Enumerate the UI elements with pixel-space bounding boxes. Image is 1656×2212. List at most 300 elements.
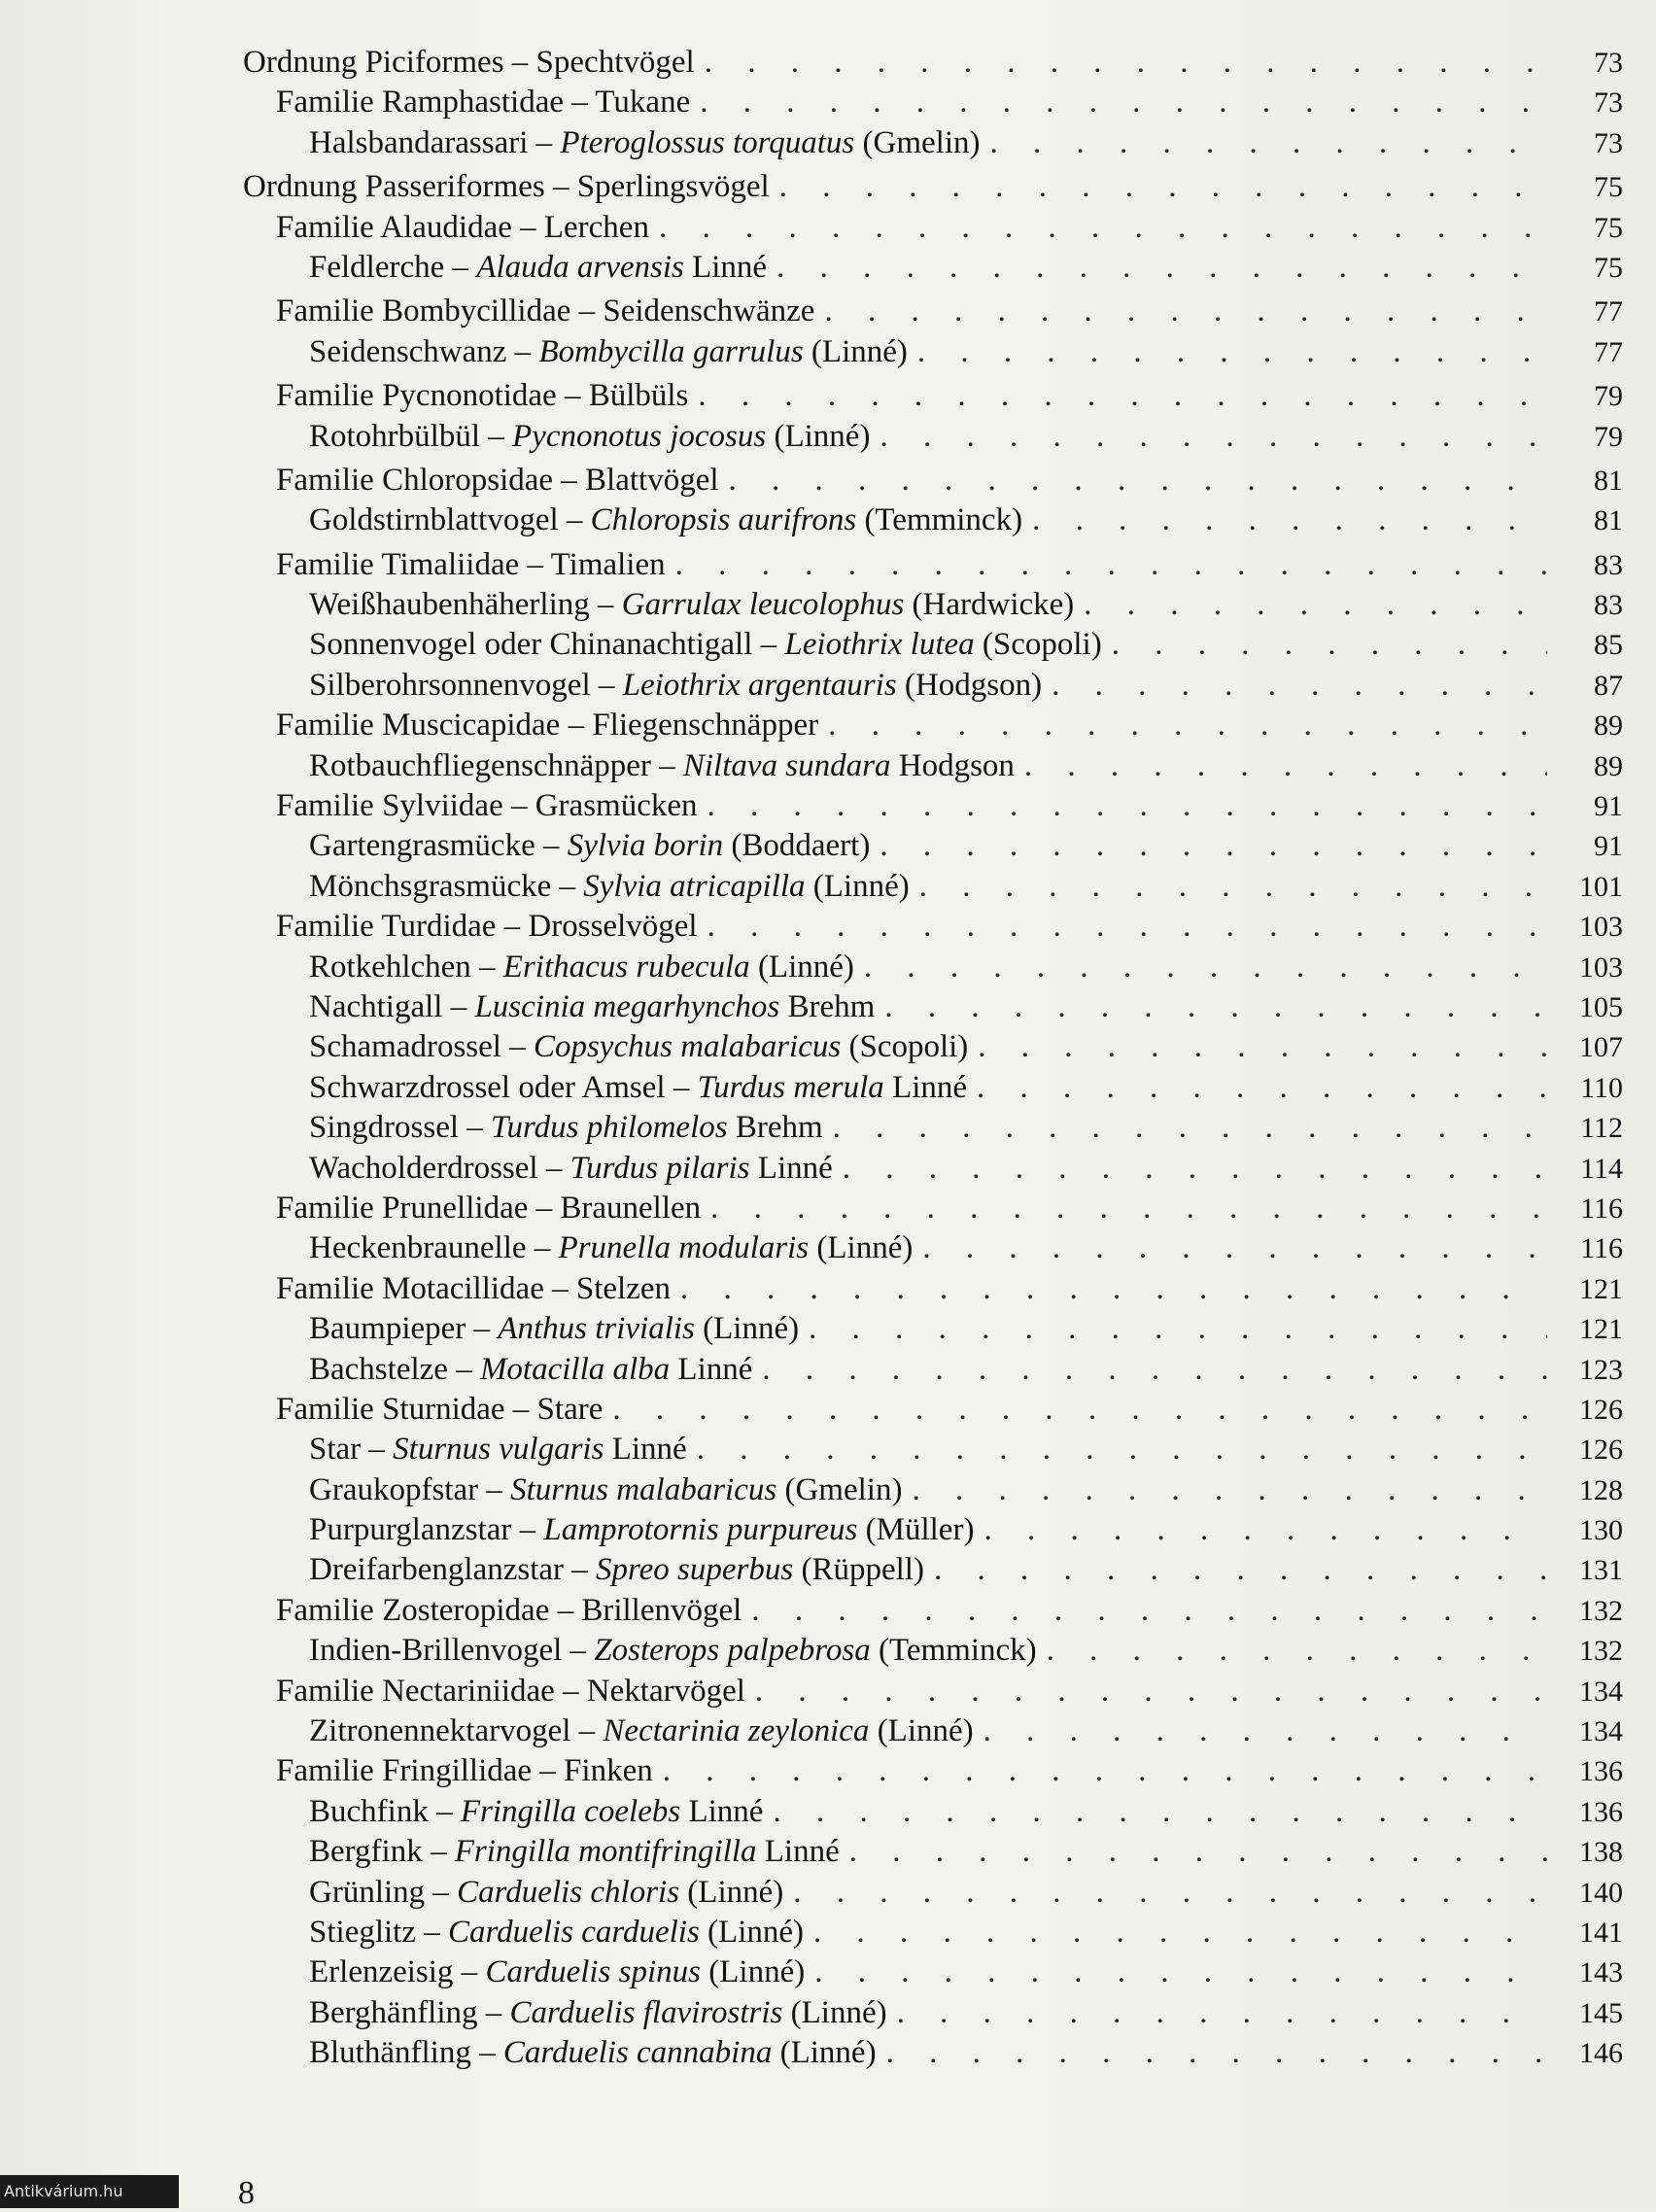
scientific-name: Anthus trivialis	[498, 1311, 695, 1347]
common-name: Feldlerche –	[309, 249, 477, 285]
toc-entry-title	[276, 545, 666, 585]
toc-page-number: 146	[1579, 2037, 1623, 2070]
common-name: Rotohrbülbül –	[309, 418, 513, 454]
author-name: (Linné)	[699, 1914, 804, 1950]
common-name: Rotkehlchen –	[309, 949, 503, 985]
toc-entry-title	[276, 1591, 742, 1631]
toc-family-row	[243, 461, 1623, 501]
toc-species-row	[243, 1350, 1623, 1390]
toc-species-row	[243, 1309, 1623, 1349]
author-name: (Linné)	[782, 1994, 887, 2030]
toc-entry-title	[309, 1309, 799, 1349]
common-name: Familie Prunellidae – Braunellen	[276, 1190, 702, 1226]
toc-page-number: 128	[1579, 1473, 1623, 1506]
toc-species-row	[243, 1993, 1623, 2033]
toc-page-number: 141	[1579, 1916, 1623, 1949]
scientific-name: Carduelis carduelis	[448, 1914, 700, 1950]
common-name: Weißhaubenhäherling –	[309, 587, 622, 623]
scientific-name: Turdus merula	[697, 1069, 884, 1105]
dot-leader	[983, 1510, 1547, 1550]
dot-leader	[864, 948, 1547, 987]
common-name: Bluthänfling –	[309, 2035, 503, 2071]
toc-family-row	[243, 376, 1623, 416]
common-name: Star –	[309, 1432, 394, 1468]
common-name: Familie Chloropsidae – Blattvögel	[276, 462, 719, 498]
toc-family-row	[243, 786, 1623, 826]
toc-page-number: 136	[1579, 1795, 1623, 1828]
toc-species-row	[243, 1913, 1623, 1953]
scientific-name: Lamprotornis purpureus	[543, 1512, 858, 1548]
toc-species-row	[243, 1711, 1623, 1751]
toc-entry-title	[309, 826, 870, 866]
toc-entry-title	[309, 1350, 752, 1390]
toc-entry-title	[309, 1068, 967, 1108]
scientific-name: Leiothrix argentauris	[622, 667, 897, 703]
common-name: Familie Sturnidae – Stare	[276, 1391, 604, 1427]
common-name: Silberohrsonnenvogel –	[309, 667, 623, 703]
toc-page-number: 121	[1579, 1313, 1623, 1346]
toc-entry-title	[309, 1228, 913, 1268]
scientific-name: Sylvia atricapilla	[583, 868, 806, 904]
common-name: Familie Muscicapidae – Fliegenschnäpper	[276, 708, 819, 743]
toc-entry-title	[309, 248, 767, 288]
toc-family-row	[243, 208, 1623, 248]
common-name: Familie Timaliidae – Timalien	[276, 546, 666, 582]
dot-leader	[934, 1550, 1547, 1590]
toc-species-row	[243, 585, 1623, 625]
toc-entry-title	[309, 123, 980, 163]
author-name: Linné	[604, 1432, 687, 1468]
toc-species-row	[243, 1510, 1623, 1550]
toc-page-number: 126	[1579, 1393, 1623, 1426]
scientific-name: Carduelis spinus	[485, 1954, 701, 1990]
scientific-name: Carduelis chloris	[457, 1874, 680, 1910]
common-name: Familie Motacillidae – Stelzen	[276, 1270, 671, 1306]
toc-species-row	[243, 2033, 1623, 2073]
toc-entry-title	[309, 1430, 687, 1469]
toc-entry-title	[276, 907, 698, 947]
toc-family-row	[243, 1390, 1623, 1430]
dot-leader	[675, 545, 1547, 585]
common-name: Familie Bombycillidae – Seidenschwänze	[276, 294, 815, 329]
toc-species-row	[243, 746, 1623, 786]
dot-leader	[989, 123, 1547, 163]
author-name: (Linné)	[701, 1954, 806, 1990]
toc-entry-title	[309, 987, 875, 1027]
toc-entry-title	[276, 292, 814, 331]
toc-entry-title	[276, 706, 818, 745]
author-name: (Scopoli)	[974, 627, 1102, 663]
common-name: Zitronennektarvogel –	[309, 1713, 604, 1749]
toc-family-row	[243, 706, 1623, 745]
scientific-name: Luscinia megarhynchos	[474, 988, 780, 1024]
scientific-name: Garrulax leucolophus	[621, 587, 905, 623]
common-name: Familie Zosteropidae – Brillenvögel	[276, 1592, 742, 1628]
common-name: Familie Turdidae – Drosselvögel	[276, 909, 698, 945]
dot-leader	[707, 786, 1548, 826]
toc-entry-title	[309, 666, 1042, 706]
toc-page-number: 126	[1579, 1434, 1623, 1467]
common-name: Bergfink –	[309, 1834, 455, 1870]
toc-entry-title	[243, 43, 695, 83]
common-name: Familie Fringillidae – Finken	[276, 1753, 653, 1789]
toc-page-number: 134	[1579, 1675, 1623, 1708]
dot-leader	[659, 208, 1547, 248]
common-name: Graukopfstar –	[309, 1471, 511, 1507]
toc-family-row	[243, 1672, 1623, 1711]
dot-leader	[1052, 666, 1547, 706]
watermark: Antikvárium.hu	[0, 2175, 179, 2208]
dot-leader	[1047, 1631, 1547, 1671]
common-name: Stieglitz –	[309, 1914, 448, 1950]
toc-family-row	[243, 83, 1623, 122]
dot-leader	[919, 867, 1547, 907]
toc-entry-title	[309, 1792, 763, 1832]
author-name: (Linné)	[869, 1713, 974, 1749]
author-name: (Linné)	[805, 868, 910, 904]
dot-leader	[697, 1430, 1547, 1469]
toc-species-row	[243, 1550, 1623, 1590]
toc-species-row	[243, 1631, 1623, 1671]
author-name: (Boddaert)	[723, 828, 871, 864]
toc-order-row	[243, 167, 1623, 207]
toc-page-number: 132	[1579, 1594, 1623, 1627]
toc-page-number: 85	[1594, 629, 1623, 662]
author-name: (Linné)	[803, 333, 908, 369]
dot-leader	[680, 1269, 1547, 1309]
scientific-name: Leiothrix lutea	[784, 627, 975, 663]
toc-page-number: 116	[1580, 1192, 1623, 1225]
common-name: Familie Ramphastidae – Tukane	[276, 85, 691, 121]
dot-leader	[884, 987, 1547, 1027]
toc-page-number: 112	[1580, 1112, 1623, 1145]
toc-entry-title	[309, 746, 1015, 786]
toc-species-row	[243, 1027, 1623, 1067]
dot-leader	[917, 332, 1547, 372]
toc-page-number: 83	[1594, 589, 1623, 622]
toc-entry-title	[309, 417, 870, 457]
dot-leader	[814, 1953, 1547, 1992]
toc-entry-title	[276, 1672, 745, 1711]
toc-entry-title	[309, 1027, 968, 1067]
dot-leader	[773, 1792, 1547, 1832]
common-name: Buchfink –	[309, 1793, 461, 1829]
dot-leader	[710, 1189, 1547, 1228]
common-name: Schwarzdrossel oder Amsel –	[309, 1069, 698, 1105]
toc-page-number: 89	[1594, 709, 1623, 743]
common-name: Nachtigall –	[309, 988, 475, 1024]
toc-family-row	[243, 1591, 1623, 1631]
toc-species-row	[243, 248, 1623, 288]
toc-entry-title	[276, 1390, 603, 1430]
common-name: Schamadrossel –	[309, 1029, 534, 1065]
scientific-name: Motacilla alba	[479, 1351, 671, 1387]
dot-leader	[776, 248, 1547, 288]
author-name: Brehm	[727, 1110, 823, 1146]
scientific-name: Alauda arvensis	[476, 249, 684, 285]
dot-leader	[707, 907, 1547, 947]
author-name: Linné	[670, 1351, 753, 1387]
dot-leader	[897, 1993, 1547, 2033]
toc-species-row	[243, 1470, 1623, 1510]
common-name: Familie Nectariniidae – Nektarvögel	[276, 1673, 745, 1709]
toc-page-number: 138	[1579, 1836, 1623, 1869]
toc-page-number: 89	[1594, 749, 1623, 782]
common-name: Familie Pycnonotidae – Bülbüls	[276, 378, 689, 414]
scientific-name: Fringilla coelebs	[460, 1793, 681, 1829]
toc-entry-title	[309, 1631, 1037, 1671]
toc-species-row	[243, 666, 1623, 706]
dot-leader	[880, 826, 1547, 866]
toc-page-number: 134	[1579, 1715, 1623, 1748]
toc-entry-title	[309, 1953, 805, 1992]
author-name: (Linné)	[809, 1230, 914, 1266]
toc-page-number: 105	[1579, 990, 1623, 1023]
author-name: (Linné)	[772, 2035, 877, 2071]
toc-page-number: 114	[1580, 1152, 1623, 1185]
dot-leader	[922, 1228, 1547, 1268]
scientific-name: Chloropsis aurifrons	[590, 502, 857, 538]
common-name: Berghänfling –	[309, 1994, 510, 2030]
toc-page-number: 107	[1579, 1031, 1623, 1064]
common-name: Ordnung Piciformes – Spechtvögel	[243, 45, 695, 80]
toc-entry-title	[309, 1993, 887, 2033]
scientific-name: Carduelis flavirostris	[509, 1994, 783, 2030]
author-name: Linné	[883, 1069, 968, 1105]
author-name: (Linné)	[749, 949, 854, 985]
toc-species-row	[243, 1792, 1623, 1832]
toc-species-row	[243, 1832, 1623, 1872]
dot-leader	[1032, 501, 1547, 540]
toc-family-row	[243, 292, 1623, 331]
toc-entry-title	[276, 376, 688, 416]
author-name: Brehm	[779, 988, 876, 1024]
author-name: Linné	[756, 1834, 840, 1870]
author-name: (Hardwicke)	[904, 587, 1075, 623]
dot-leader	[779, 167, 1547, 207]
scientific-name: Zosterops palpebrosa	[594, 1633, 871, 1669]
scientific-name: Turdus philomelos	[491, 1110, 728, 1146]
author-name: (Temminck)	[870, 1633, 1037, 1669]
toc-page-number: 75	[1594, 251, 1623, 284]
scientific-name: Sylvia borin	[567, 828, 724, 864]
toc-page-number: 83	[1594, 548, 1623, 581]
toc-species-row	[243, 867, 1623, 907]
common-name: Erlenzeisig –	[309, 1954, 486, 1990]
toc-page-number: 81	[1594, 504, 1623, 537]
toc-family-row	[243, 907, 1623, 947]
toc-entry-title	[309, 2033, 877, 2073]
common-name: Bachstelze –	[309, 1351, 480, 1387]
toc-entry-title	[243, 167, 770, 207]
dot-leader	[880, 417, 1547, 457]
scientific-name: Nectarinia zeylonica	[603, 1713, 870, 1749]
page-number: 8	[238, 2175, 255, 2211]
common-name: Baumpieper –	[309, 1311, 499, 1347]
dot-leader	[912, 1470, 1547, 1510]
toc-entry-title	[309, 948, 854, 987]
toc-entry-title	[309, 625, 1102, 665]
toc-entry-title	[276, 1751, 653, 1791]
scientific-name: Pycnonotus jocosus	[512, 418, 767, 454]
dot-leader	[849, 1832, 1547, 1872]
author-name: (Gmelin)	[854, 124, 981, 160]
common-name: Gartengrasmücke –	[309, 828, 568, 864]
toc-page-number: 73	[1594, 86, 1623, 120]
common-name: Rotbauchfliegenschnäpper –	[309, 747, 683, 783]
author-name: (Gmelin)	[776, 1471, 903, 1507]
common-name: Grünling –	[309, 1874, 458, 1910]
toc-page-number: 103	[1579, 950, 1623, 984]
dot-leader	[793, 1873, 1547, 1913]
common-name: Ordnung Passeriformes – Sperlingsvögel	[243, 169, 770, 205]
dot-leader	[977, 1068, 1547, 1108]
toc-entry-title	[309, 585, 1074, 625]
author-name: Linné	[680, 1793, 764, 1829]
common-name: Purpurglanzstar –	[309, 1512, 544, 1548]
dot-leader	[983, 1711, 1547, 1751]
toc-page-number: 140	[1579, 1876, 1623, 1909]
common-name: Dreifarbenglanzstar –	[309, 1552, 597, 1588]
toc-page-number: 75	[1594, 211, 1623, 244]
toc-page-number: 130	[1579, 1514, 1623, 1547]
toc-species-row	[243, 417, 1623, 457]
common-name: Wacholderdrossel –	[309, 1150, 570, 1186]
toc-page-number: 121	[1579, 1272, 1623, 1305]
toc-entry-title	[276, 1189, 701, 1228]
author-name: (Rüppell)	[793, 1552, 924, 1588]
toc-page-number: 91	[1594, 790, 1623, 823]
dot-leader	[751, 1591, 1547, 1631]
scientific-name: Fringilla montifringilla	[454, 1834, 757, 1870]
toc-species-row	[243, 501, 1623, 540]
scientific-name: Sturnus malabaricus	[510, 1471, 777, 1507]
toc-entry-title	[309, 1108, 823, 1148]
dot-leader	[833, 1108, 1547, 1148]
toc-page-number: 75	[1594, 171, 1623, 204]
toc-species-row	[243, 123, 1623, 163]
toc-page-number: 110	[1580, 1071, 1623, 1104]
dot-leader	[843, 1149, 1547, 1189]
dot-leader	[755, 1672, 1547, 1711]
toc-page-number: 77	[1594, 335, 1623, 368]
common-name: Familie Sylviidae – Grasmücken	[276, 788, 698, 824]
author-name: (Temminck)	[856, 502, 1023, 538]
dot-leader	[705, 43, 1547, 83]
dot-leader	[824, 292, 1547, 331]
toc-entry-title	[309, 1711, 974, 1751]
toc-species-row	[243, 625, 1623, 665]
dot-leader	[1024, 746, 1547, 786]
author-name: Linné	[683, 249, 768, 285]
author-name: (Linné)	[694, 1311, 800, 1347]
toc-page-number: 143	[1579, 1956, 1623, 1989]
toc-page-number: 103	[1579, 911, 1623, 944]
dot-leader	[886, 2033, 1547, 2073]
toc-species-row	[243, 826, 1623, 866]
author-name: (Müller)	[857, 1512, 975, 1548]
common-name: Indien-Brillenvogel –	[309, 1633, 595, 1669]
toc-page-number: 79	[1594, 420, 1623, 453]
dot-leader	[828, 706, 1547, 745]
common-name: Seidenschwanz –	[309, 333, 539, 369]
dot-leader	[663, 1751, 1547, 1791]
toc-species-row	[243, 1149, 1623, 1189]
scientific-name: Prunella modularis	[558, 1230, 810, 1266]
author-name: Linné	[749, 1150, 833, 1186]
scientific-name: Erithacus rubecula	[502, 949, 750, 985]
toc-order-row	[243, 43, 1623, 83]
toc-entry-title	[276, 461, 719, 501]
toc-species-row	[243, 332, 1623, 372]
toc-entry-title	[309, 501, 1022, 540]
toc-species-row	[243, 1108, 1623, 1148]
toc-species-row	[243, 987, 1623, 1027]
scientific-name: Pteroglossus torquatus	[560, 124, 855, 160]
scientific-name: Spreo superbus	[596, 1552, 794, 1588]
toc-entry-title	[309, 867, 910, 907]
dot-leader	[700, 83, 1547, 122]
toc-entry-title	[309, 1832, 840, 1872]
dot-leader	[1112, 625, 1547, 665]
toc-page-number: 73	[1594, 47, 1623, 79]
table-of-contents	[243, 43, 1623, 2074]
toc-family-row	[243, 1751, 1623, 1791]
author-name: (Scopoli)	[841, 1029, 969, 1065]
toc-species-row	[243, 1068, 1623, 1108]
toc-entry-title	[309, 1470, 902, 1510]
toc-page-number: 81	[1594, 464, 1623, 497]
common-name: Goldstirnblattvogel –	[309, 502, 591, 538]
toc-entry-title	[276, 1269, 671, 1309]
common-name: Familie Alaudidae – Lerchen	[276, 209, 649, 245]
toc-family-row	[243, 1189, 1623, 1228]
author-name: (Linné)	[679, 1874, 784, 1910]
scientific-name: Niltava sundara	[682, 747, 891, 783]
author-name: (Hodgson)	[896, 667, 1043, 703]
author-name: (Linné)	[766, 418, 871, 454]
toc-entry-title	[276, 208, 649, 248]
common-name: Mönchsgrasmücke –	[309, 868, 584, 904]
dot-leader	[978, 1027, 1547, 1067]
scientific-name: Carduelis cannabina	[502, 2035, 773, 2071]
scientific-name: Sturnus vulgaris	[393, 1432, 604, 1468]
toc-entry-title	[276, 83, 690, 122]
toc-species-row	[243, 1430, 1623, 1469]
dot-leader	[762, 1350, 1547, 1390]
toc-species-row	[243, 1953, 1623, 1992]
toc-entry-title	[309, 1510, 974, 1550]
toc-page-number: 91	[1594, 830, 1623, 863]
dot-leader	[813, 1913, 1547, 1953]
toc-page-number: 79	[1594, 380, 1623, 413]
toc-page-number: 73	[1594, 126, 1623, 159]
common-name: Heckenbraunelle –	[309, 1230, 559, 1266]
toc-entry-title	[276, 786, 698, 826]
author-name: Hodgson	[890, 747, 1015, 783]
toc-entry-title	[309, 1550, 924, 1590]
toc-entry-title	[309, 332, 908, 372]
toc-page-number: 145	[1579, 1996, 1623, 2029]
scientific-name: Bombycilla garrulus	[538, 333, 804, 369]
toc-page-number: 132	[1579, 1635, 1623, 1668]
toc-entry-title	[309, 1873, 783, 1913]
scientific-name: Turdus pilaris	[569, 1150, 750, 1186]
common-name: Sonnenvogel oder Chinanachtigall –	[309, 627, 785, 663]
toc-family-row	[243, 545, 1623, 585]
dot-leader	[612, 1390, 1547, 1430]
toc-page-number: 77	[1594, 295, 1623, 328]
